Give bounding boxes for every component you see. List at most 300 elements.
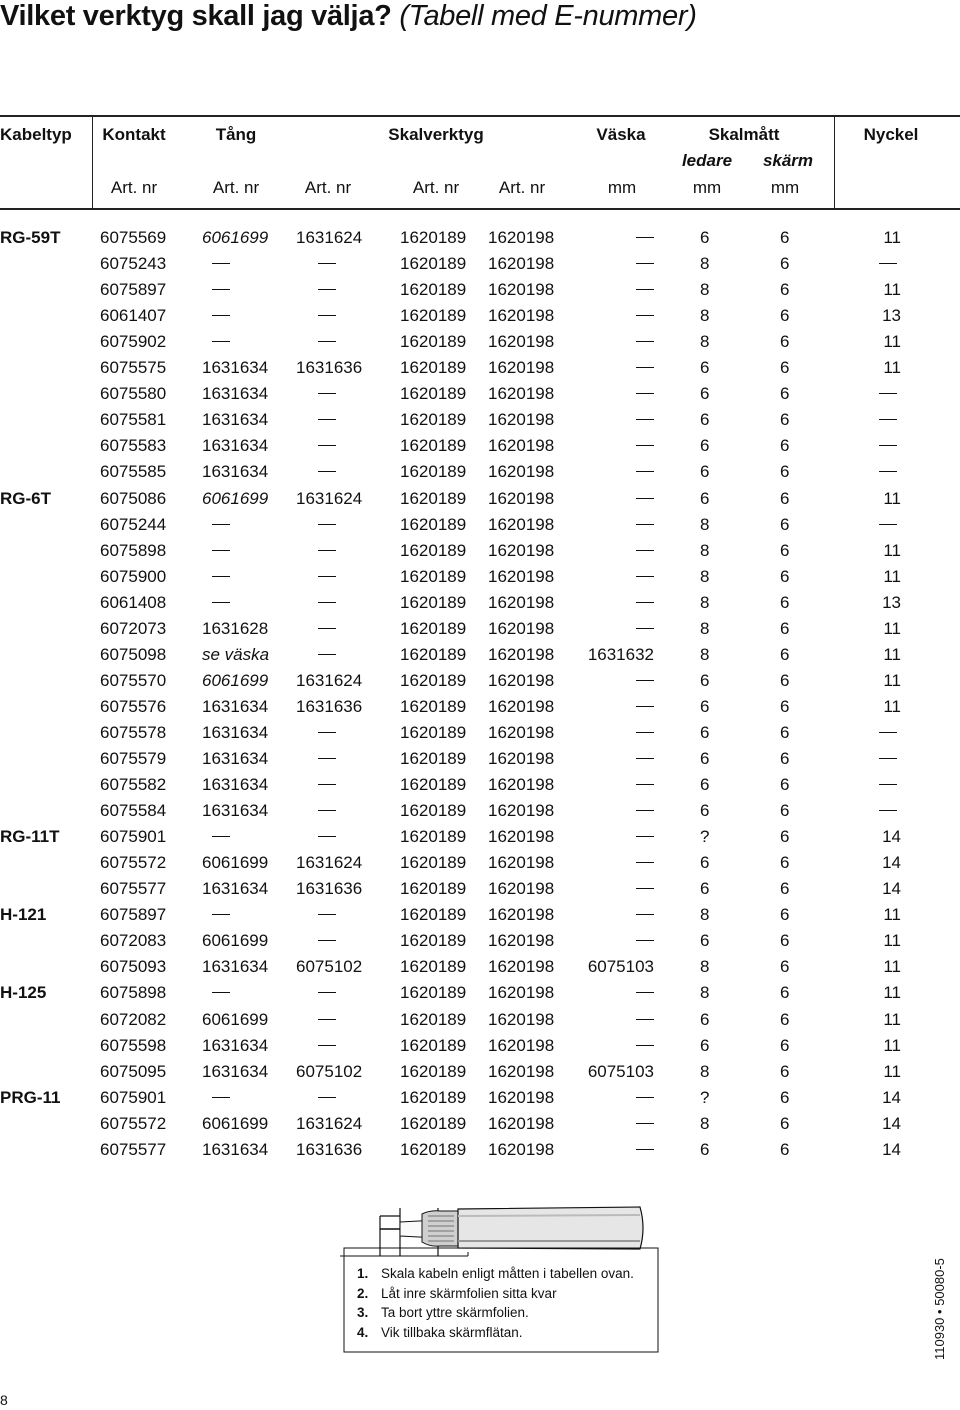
table-row <box>0 1033 960 1059</box>
cell-ledare: 6 <box>700 462 710 482</box>
cell-nyckel: 11 <box>883 618 901 638</box>
empty-dash <box>636 341 654 342</box>
cell-vaska <box>636 931 654 951</box>
cell-skalverktyg-2: 1620198 <box>488 722 555 742</box>
cell-nyckel <box>879 515 901 535</box>
cell-kontakt: 6075098 <box>100 644 167 664</box>
header-kontakt: Kontakt <box>102 125 166 144</box>
cell-nyckel: 11 <box>883 540 901 560</box>
header-top-rule <box>0 115 960 117</box>
empty-dash <box>318 810 336 811</box>
table-row <box>0 642 960 668</box>
cell-tang-2 <box>296 801 336 821</box>
cell-skalverktyg-2: 1620198 <box>488 1061 555 1081</box>
empty-dash <box>879 732 897 733</box>
cell-skalverktyg-2: 1620198 <box>488 332 555 352</box>
cell-skalverktyg-1: 1620189 <box>400 306 467 326</box>
cell-skalverktyg-2: 1620198 <box>488 1035 555 1055</box>
empty-dash <box>318 315 336 316</box>
cell-kontakt: 6075577 <box>100 879 167 899</box>
cell-vaska <box>636 775 654 795</box>
cell-skalverktyg-2: 1620198 <box>488 644 555 664</box>
cell-kontakt: 6075900 <box>100 566 167 586</box>
cell-skalverktyg-2: 1620198 <box>488 592 555 612</box>
cell-nyckel: 13 <box>882 592 901 612</box>
table-row <box>0 329 960 355</box>
cell-nyckel <box>879 410 901 430</box>
cell-vaska: 1631632 <box>587 644 654 664</box>
cell-skarm: 6 <box>780 1113 790 1133</box>
cell-tang-1 <box>202 515 230 535</box>
cell-ledare: 8 <box>700 592 710 612</box>
cell-vaska <box>636 410 654 430</box>
empty-dash <box>636 237 654 238</box>
cell-skalverktyg-1: 1620189 <box>400 644 467 664</box>
cell-skarm: 6 <box>780 514 790 534</box>
empty-dash <box>636 498 654 499</box>
cell-tang-2 <box>296 384 336 404</box>
cell-nyckel: 11 <box>883 696 901 716</box>
table-row <box>0 381 960 407</box>
table-row <box>0 772 960 798</box>
cell-tang-2 <box>296 749 336 769</box>
cell-skarm: 6 <box>780 1087 790 1107</box>
cell-nyckel: 11 <box>883 983 901 1003</box>
cell-tang-1: 6061699 <box>202 853 269 873</box>
cell-vaska <box>636 306 654 326</box>
cell-kontakt: 6075580 <box>100 384 167 404</box>
cell-skalverktyg-1: 1620189 <box>400 566 467 586</box>
cell-skalverktyg-2: 1620198 <box>488 306 555 326</box>
cell-skalverktyg-1: 1620189 <box>400 749 467 768</box>
empty-dash <box>212 315 230 316</box>
cell-vaska <box>636 749 654 769</box>
empty-dash <box>636 576 654 577</box>
cell-vaska <box>636 567 654 587</box>
cell-skalverktyg-1: 1620189 <box>400 488 467 508</box>
cell-ledare: 6 <box>700 436 710 456</box>
cell-kontakt: 6072082 <box>100 1009 167 1029</box>
cell-tang-2 <box>296 515 336 535</box>
cell-skalverktyg-1: 1620189 <box>400 1087 467 1107</box>
cell-skalverktyg-1: 1620189 <box>400 384 467 404</box>
cell-skalverktyg-1: 1620189 <box>400 514 467 534</box>
cell-skalverktyg-2: 1620198 <box>488 358 555 378</box>
cell-tang-1: 1631634 <box>202 957 269 977</box>
cell-tang-1 <box>202 332 230 352</box>
cell-vaska <box>636 489 654 509</box>
empty-dash <box>636 367 654 368</box>
empty-dash <box>318 393 336 394</box>
cell-kabeltyp: H-121 <box>0 905 47 925</box>
empty-dash <box>212 341 230 342</box>
cell-vaska <box>636 1114 654 1134</box>
cell-vaska <box>636 983 654 1003</box>
cell-tang-2 <box>296 410 336 430</box>
cell-kontakt: 6072073 <box>100 618 167 638</box>
cell-kontakt: 6075572 <box>100 1113 167 1133</box>
cell-vaska <box>636 1088 654 1108</box>
cell-tang-2: 1631624 <box>296 670 363 690</box>
cell-tang-2: 1631624 <box>296 228 363 247</box>
cell-nyckel: 14 <box>882 1113 901 1133</box>
cell-skarm: 6 <box>780 540 790 560</box>
cell-skalverktyg-1: 1620189 <box>400 1035 467 1055</box>
empty-dash <box>636 602 654 603</box>
cell-skarm: 6 <box>780 1061 790 1081</box>
empty-dash <box>318 419 336 420</box>
cell-tang-2: 1631624 <box>296 1113 363 1133</box>
cell-nyckel: 11 <box>883 670 901 690</box>
cell-ledare: 6 <box>700 879 710 899</box>
empty-dash <box>636 445 654 446</box>
header-kabeltyp: Kabeltyp <box>0 125 72 144</box>
cell-nyckel: 14 <box>882 853 901 873</box>
cell-skarm: 6 <box>780 670 790 690</box>
empty-dash <box>879 263 897 264</box>
cell-tang-1: 6061699 <box>202 1113 269 1133</box>
cell-skalverktyg-2: 1620198 <box>488 696 555 716</box>
cell-tang-2 <box>296 775 336 795</box>
cell-skalverktyg-2: 1620198 <box>488 931 555 951</box>
cell-skalverktyg-2: 1620198 <box>488 514 555 534</box>
empty-dash <box>636 862 654 863</box>
cell-skalverktyg-1: 1620189 <box>400 670 467 690</box>
cell-tang-2 <box>296 567 336 587</box>
cell-kontakt: 6075898 <box>100 540 167 560</box>
page-title: Vilket verktyg skall jag välja? (Tabell med E-nummer) <box>0 0 697 32</box>
cell-vaska <box>636 801 654 821</box>
cell-tang-2 <box>296 1088 336 1108</box>
cell-skarm: 6 <box>780 775 790 795</box>
empty-dash <box>318 263 336 264</box>
cell-vaska <box>636 462 654 482</box>
table-row <box>0 1059 960 1085</box>
table-row <box>0 459 960 485</box>
cell-skarm: 6 <box>780 722 790 742</box>
empty-dash <box>636 732 654 733</box>
cell-skarm: 6 <box>780 306 790 326</box>
empty-dash <box>212 289 230 290</box>
cell-nyckel: 14 <box>882 879 901 899</box>
header-divider-right <box>834 116 835 208</box>
cell-skarm: 6 <box>780 1035 790 1055</box>
table-row <box>0 746 960 772</box>
cell-skalverktyg-1: 1620189 <box>400 879 467 899</box>
cell-tang-1: 1631634 <box>202 801 269 821</box>
cell-kontakt: 6075897 <box>100 280 167 300</box>
empty-dash <box>636 836 654 837</box>
empty-dash <box>636 393 654 394</box>
cell-tang-2: 1631624 <box>296 853 363 873</box>
cell-ledare: 8 <box>700 644 710 664</box>
cell-tang-1: 1631634 <box>202 879 269 899</box>
cell-skalverktyg-2: 1620198 <box>488 801 555 821</box>
cell-ledare: 8 <box>700 306 710 326</box>
empty-dash <box>318 550 336 551</box>
cell-skalverktyg-1: 1620189 <box>400 592 467 612</box>
empty-dash <box>879 393 897 394</box>
cell-tang-1: 6061699 <box>202 931 269 951</box>
cell-skalverktyg-1: 1620189 <box>400 1061 467 1081</box>
empty-dash <box>318 289 336 290</box>
cell-nyckel <box>879 462 901 482</box>
empty-dash <box>212 1097 230 1098</box>
cell-ledare: 8 <box>700 332 710 352</box>
table-row <box>0 225 960 251</box>
cell-skalverktyg-1: 1620189 <box>400 618 467 638</box>
cell-kabeltyp: H-125 <box>0 983 47 1003</box>
empty-dash <box>636 1097 654 1098</box>
cell-skalverktyg-1: 1620189 <box>400 1139 467 1159</box>
table-row <box>0 694 960 720</box>
cell-skarm: 6 <box>780 749 790 768</box>
cell-vaska <box>636 515 654 535</box>
header-art-nr-kontakt: Art. nr <box>110 178 158 197</box>
cell-skalverktyg-2: 1620198 <box>488 618 555 638</box>
header-art-nr-skal-2: Art. nr <box>498 178 546 197</box>
cell-kontakt: 6075579 <box>100 749 167 768</box>
cell-tang-1: 6061699 <box>202 488 269 508</box>
empty-dash <box>318 341 336 342</box>
cell-skalverktyg-1: 1620189 <box>400 254 467 274</box>
cell-skarm: 6 <box>780 853 790 873</box>
cell-tang-1 <box>202 827 230 847</box>
empty-dash <box>318 732 336 733</box>
cell-nyckel: 11 <box>883 931 901 951</box>
cell-skalverktyg-2: 1620198 <box>488 749 555 768</box>
empty-dash <box>636 419 654 420</box>
cell-skalverktyg-1: 1620189 <box>400 957 467 977</box>
cell-skalverktyg-2: 1620198 <box>488 1087 555 1107</box>
table-row <box>0 850 960 876</box>
cell-skalverktyg-1: 1620189 <box>400 228 467 247</box>
cell-vaska <box>636 1140 654 1160</box>
cell-kontakt: 6072083 <box>100 931 167 951</box>
table-row <box>0 407 960 433</box>
cell-kontakt: 6075572 <box>100 853 167 873</box>
cell-skalverktyg-2: 1620198 <box>488 775 555 795</box>
header-art-nr-tang-1: Art. nr <box>212 178 260 197</box>
header-mm-ledare: mm <box>692 178 722 197</box>
empty-dash <box>318 836 336 837</box>
cell-skalverktyg-1: 1620189 <box>400 1009 467 1029</box>
empty-dash <box>318 1019 336 1020</box>
cell-ledare: 6 <box>700 931 710 951</box>
empty-dash <box>318 602 336 603</box>
empty-dash <box>318 758 336 759</box>
cell-nyckel <box>879 801 901 821</box>
empty-dash <box>318 784 336 785</box>
table-row <box>0 720 960 746</box>
cell-skalverktyg-1: 1620189 <box>400 1113 467 1133</box>
cell-skalverktyg-1: 1620189 <box>400 332 467 352</box>
cell-ledare: 6 <box>700 358 710 378</box>
cell-nyckel: 11 <box>883 228 901 247</box>
header-bottom-rule <box>0 208 960 210</box>
empty-dash <box>318 914 336 915</box>
cell-kontakt: 6075897 <box>100 905 167 925</box>
empty-dash <box>212 836 230 837</box>
empty-dash <box>318 1097 336 1098</box>
cell-ledare: 6 <box>700 1009 710 1029</box>
cell-tang-1: 1631634 <box>202 384 269 404</box>
cell-tang-1 <box>202 1088 230 1108</box>
cell-tang-2: 1631636 <box>296 358 363 378</box>
empty-dash <box>879 471 897 472</box>
header-nyckel: Nyckel <box>863 125 919 144</box>
cell-nyckel: 13 <box>882 306 901 326</box>
cell-nyckel: 11 <box>883 644 901 664</box>
cell-ledare: 6 <box>700 801 710 821</box>
cell-kontakt: 6075898 <box>100 983 167 1003</box>
header-ledare: ledare <box>681 151 733 170</box>
cell-tang-1 <box>202 254 230 274</box>
cell-ledare: 6 <box>700 853 710 873</box>
table-row <box>0 355 960 381</box>
empty-dash <box>212 576 230 577</box>
empty-dash <box>636 680 654 681</box>
cell-skarm: 6 <box>780 410 790 430</box>
cell-tang-1: 1631634 <box>202 749 269 768</box>
cell-tang-1: 1631634 <box>202 1035 269 1055</box>
cell-skalverktyg-2: 1620198 <box>488 853 555 873</box>
cell-ledare: ? <box>700 827 710 847</box>
cell-ledare: 8 <box>700 905 710 925</box>
page-number: 8 <box>0 1392 8 1408</box>
cell-ledare: ? <box>700 1087 710 1107</box>
empty-dash <box>212 992 230 993</box>
table-row <box>0 928 960 954</box>
table-row <box>0 1137 960 1163</box>
cell-tang-1 <box>202 306 230 326</box>
cell-skalverktyg-1: 1620189 <box>400 827 467 847</box>
empty-dash <box>636 1019 654 1020</box>
empty-dash <box>636 888 654 889</box>
cell-ledare: 8 <box>700 280 710 300</box>
cell-vaska <box>636 671 654 691</box>
cell-tang-2 <box>296 280 336 300</box>
cell-nyckel: 14 <box>882 1139 901 1159</box>
cell-tang-1: 1631634 <box>202 358 269 378</box>
cell-skarm: 6 <box>780 905 790 925</box>
cell-tang-1: se väska <box>202 644 270 664</box>
cell-skalverktyg-2: 1620198 <box>488 670 555 690</box>
empty-dash <box>212 524 230 525</box>
cell-kontakt: 6075901 <box>100 1087 167 1107</box>
cell-ledare: 8 <box>700 540 710 560</box>
cell-tang-1 <box>202 905 230 925</box>
cell-skalverktyg-2: 1620198 <box>488 879 555 899</box>
cell-skalverktyg-2: 1620198 <box>488 228 555 247</box>
cell-vaska <box>636 436 654 456</box>
header-skarm: skärm <box>762 151 814 170</box>
cell-skarm: 6 <box>780 566 790 586</box>
cell-nyckel: 11 <box>883 905 901 925</box>
cell-kontakt: 6075575 <box>100 358 167 378</box>
cell-vaska <box>636 280 654 300</box>
cell-vaska <box>636 228 654 248</box>
cell-skalverktyg-1: 1620189 <box>400 931 467 951</box>
cell-tang-2 <box>296 827 336 847</box>
cell-vaska: 6075103 <box>587 957 654 977</box>
cell-tang-2 <box>296 541 336 561</box>
table-row <box>0 564 960 590</box>
cell-skarm: 6 <box>780 931 790 951</box>
cell-skalverktyg-2: 1620198 <box>488 462 555 482</box>
cell-nyckel: 11 <box>883 957 901 977</box>
cell-skalverktyg-1: 1620189 <box>400 462 467 482</box>
cell-skalverktyg-1: 1620189 <box>400 801 467 821</box>
cell-skalverktyg-1: 1620189 <box>400 540 467 560</box>
cell-tang-1: 1631628 <box>202 618 269 638</box>
cell-kontakt: 6075093 <box>100 957 167 977</box>
cell-skarm: 6 <box>780 462 790 482</box>
cell-ledare: 8 <box>700 957 710 977</box>
cell-skalverktyg-1: 1620189 <box>400 853 467 873</box>
cell-skarm: 6 <box>780 254 790 274</box>
cell-skalverktyg-2: 1620198 <box>488 254 555 274</box>
cell-skalverktyg-2: 1620198 <box>488 983 555 1003</box>
cell-tang-2: 1631636 <box>296 879 363 899</box>
cell-kontakt: 6075577 <box>100 1139 167 1159</box>
cell-skalverktyg-2: 1620198 <box>488 566 555 586</box>
cell-tang-1: 1631634 <box>202 1061 269 1081</box>
cell-skalverktyg-2: 1620198 <box>488 827 555 847</box>
cell-skalverktyg-2: 1620198 <box>488 957 555 977</box>
instruction-list <box>357 1264 634 1342</box>
cell-skarm: 6 <box>780 827 790 847</box>
empty-dash <box>636 914 654 915</box>
cell-skalverktyg-1: 1620189 <box>400 905 467 925</box>
cell-tang-2 <box>296 436 336 456</box>
cell-nyckel: 11 <box>883 358 901 378</box>
cell-skalverktyg-2: 1620198 <box>488 905 555 925</box>
cell-skarm: 6 <box>780 983 790 1003</box>
cell-ledare: 6 <box>700 722 710 742</box>
empty-dash <box>636 471 654 472</box>
empty-dash <box>879 784 897 785</box>
empty-dash <box>636 706 654 707</box>
cell-skarm: 6 <box>780 696 790 716</box>
empty-dash <box>636 315 654 316</box>
cell-kontakt: 6075581 <box>100 410 167 430</box>
cell-nyckel <box>879 749 901 769</box>
cell-kontakt: 6061407 <box>100 306 167 326</box>
cell-ledare: 6 <box>700 670 710 690</box>
cell-tang-2 <box>296 254 336 274</box>
cell-ledare: 6 <box>700 410 710 430</box>
cell-vaska <box>636 827 654 847</box>
table-row <box>0 798 960 824</box>
instruction-item: 4. Vik tillbaka skärmflätan. <box>357 1324 523 1340</box>
cell-skalverktyg-1: 1620189 <box>400 696 467 716</box>
cell-ledare: 8 <box>700 1113 710 1133</box>
table-row <box>0 902 960 928</box>
cell-ledare: 6 <box>700 1139 710 1159</box>
cell-tang-1: 1631634 <box>202 775 269 795</box>
cell-skarm: 6 <box>780 332 790 352</box>
cell-skalverktyg-2: 1620198 <box>488 1139 555 1159</box>
cell-vaska <box>636 593 654 613</box>
cell-nyckel: 11 <box>883 332 901 352</box>
header-skalverktyg: Skalverktyg <box>388 125 484 144</box>
cell-kontakt: 6075569 <box>100 228 167 247</box>
cell-vaska <box>636 332 654 352</box>
cell-tang-2: 1631624 <box>296 488 363 508</box>
cell-tang-1: 1631634 <box>202 696 269 716</box>
cell-tang-1: 1631634 <box>202 722 269 742</box>
